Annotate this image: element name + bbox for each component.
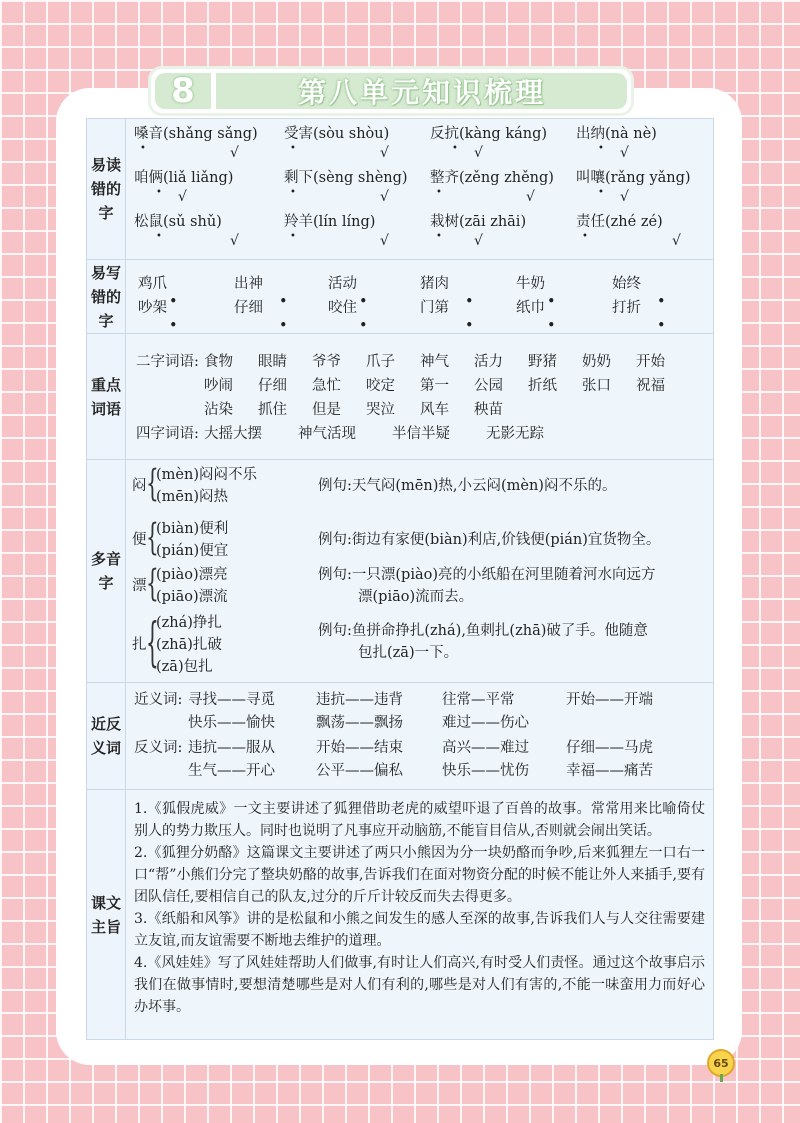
dot-mark: • — [436, 231, 442, 242]
keyword: 开始 — [636, 354, 665, 370]
label-spacer — [136, 398, 204, 422]
poly-reading: (biàn)便利 — [156, 521, 229, 537]
dot-mark: • — [140, 143, 146, 154]
keyword-row — [136, 350, 705, 374]
poly-reading: (piào)漂亮 — [156, 567, 228, 583]
word-pair: 幸福——痛苦 — [566, 763, 653, 779]
dot-mark: • — [452, 143, 458, 154]
dot-mark: • — [169, 294, 178, 310]
poly-char: 闷 — [132, 478, 147, 494]
word-pair: 公平——偏私 — [316, 763, 403, 779]
keyword: 眼睛 — [258, 354, 287, 370]
page-number-stem — [720, 1074, 723, 1082]
keyword: 哭泣 — [366, 402, 395, 418]
check-mark: √ — [230, 145, 239, 161]
word-pair: 难过——伤心 — [442, 715, 529, 731]
unit-number: 8 — [171, 71, 195, 111]
writing-word: 牛奶 — [516, 276, 545, 292]
poly-section — [126, 460, 714, 683]
pron-word: 剩下(sèng shèng) — [284, 170, 408, 186]
pron-item — [284, 167, 430, 211]
label-spacer — [136, 374, 204, 398]
word-pair: 生气——开心 — [188, 763, 275, 779]
pron-item — [134, 167, 284, 211]
dot-mark: • — [279, 318, 288, 334]
dot-mark: • — [547, 318, 556, 334]
writing-word: 咬住 — [328, 300, 357, 316]
dot-mark: • — [290, 187, 296, 198]
check-mark: √ — [620, 189, 629, 205]
keyword: 秧苗 — [474, 402, 503, 418]
pron-word: 责任(zhé zé) — [576, 214, 663, 230]
brace-mark: { — [146, 610, 159, 674]
pron-item — [134, 123, 284, 167]
writing-cell — [234, 296, 328, 334]
keywords-section — [126, 334, 714, 460]
writing-cell — [138, 296, 234, 334]
keyword: 仔细 — [258, 378, 287, 394]
writing-word: 纸巾 — [516, 300, 545, 316]
syn-label: 近义词: — [134, 692, 183, 708]
poly-char: 便 — [132, 532, 147, 548]
writing-word: 打折 — [612, 300, 641, 316]
writing-cell — [328, 296, 420, 334]
poly-head: 多音 字 — [87, 460, 126, 683]
four-char-label: 四字词语: — [136, 426, 199, 442]
poly-char: 漂 — [132, 578, 147, 594]
writing-cell — [420, 296, 516, 334]
poly-example: 漂(piāo)流而去。 — [358, 589, 474, 605]
pron-word: 咱俩(liǎ liǎng) — [134, 170, 234, 186]
keyword: 咬定 — [366, 378, 395, 394]
dot-mark: • — [279, 294, 288, 310]
writing-cell — [612, 296, 692, 334]
dot-mark: • — [582, 231, 588, 242]
pron-word: 嗓音(shǎng sǎng) — [134, 126, 258, 142]
theme-paragraph: 1.《狐假虎威》一文主要讲述了狐狸借助老虎的威望吓退了百兽的故事。常常用来比喻倚仗别人的势力欺压人。同时也说明了凡事应开动脑筋,不能盲目信从,否则就会闹出笑话。 — [134, 801, 705, 839]
check-mark: √ — [474, 233, 483, 249]
check-mark: √ — [526, 189, 535, 205]
page-number: 65 — [707, 1049, 735, 1077]
keyword: 爷爷 — [312, 354, 341, 370]
dot-mark: • — [547, 294, 556, 310]
check-mark: √ — [474, 145, 483, 161]
check-mark: √ — [178, 189, 187, 205]
keyword: 神气活现 — [298, 426, 356, 442]
unit-title: 第八单元知识梳理 — [297, 76, 546, 109]
word-pair: 快乐——愉快 — [188, 715, 275, 731]
pron-item — [134, 211, 284, 255]
word-pair: 飘荡——飘扬 — [316, 715, 403, 731]
keyword: 急忙 — [312, 378, 341, 394]
check-mark: √ — [380, 145, 389, 161]
keyword-row — [136, 422, 705, 446]
writing-word: 鸡爪 — [138, 276, 167, 292]
pron-grid — [134, 123, 705, 255]
theme-paragraph: 3.《纸船和风筝》讲的是松鼠和小熊之间发生的感人至深的故事,告诉我们人与人交往需要建立友谊,而友谊需要不断地去维护的道理。 — [134, 911, 705, 949]
theme-paragraph: 2.《狐狸分奶酪》这篇课文主要讲述了两只小熊因为分一块奶酪而争吵,后来狐狸左一口右一口“帮”小熊们分完了整块奶酪的故事,告诉我们在面对物资分配的时候不能让外人来插手,要有团队信任,要相信自己的队友,过分的斤斤计较反而失去得更多。 — [134, 845, 705, 905]
dot-mark: • — [290, 231, 296, 242]
keyword: 无影无踪 — [486, 426, 544, 442]
check-mark: √ — [672, 233, 681, 249]
keyword: 但是 — [312, 402, 341, 418]
synonyms-head: 近反 义词 — [87, 683, 126, 790]
two-char-label: 二字词语: — [136, 354, 199, 370]
pron-word: 松鼠(sǔ shǔ) — [134, 214, 222, 230]
pron-section — [126, 119, 714, 260]
theme-paragraph: 4.《风娃娃》写了风娃娃帮助人们做事,有时让人们高兴,有时受人们责怪。通过这个故事启示我们在做事情时,要想清楚哪些是对人们有利的,哪些是对人们有害的,不能一味蛮用力而好心办坏事。 — [134, 955, 705, 1015]
poly-reading: (pián)便宜 — [156, 543, 229, 559]
poly-example: 例句:街边有家便(biàn)利店,价钱便(pián)宜货物全。 — [318, 532, 661, 548]
word-pair: 仔细——马虎 — [566, 740, 653, 756]
poly-list — [132, 462, 707, 680]
poly-example: 例句:鱼拼命挣扎(zhá),鱼刺扎(zhā)破了手。他随意 — [318, 623, 648, 639]
pron-item — [576, 211, 706, 255]
pron-word: 出纳(nà nè) — [576, 126, 657, 142]
writing-head: 易写 错的 字 — [87, 260, 126, 334]
keyword: 奶奶 — [582, 354, 611, 370]
pron-item — [284, 211, 430, 255]
dot-mark: • — [436, 187, 442, 198]
keyword: 神气 — [420, 354, 449, 370]
word-pair: 违抗——服从 — [188, 740, 275, 756]
word-pair: 违抗——违背 — [316, 692, 403, 708]
dot-mark: • — [465, 294, 474, 310]
dot-mark: • — [290, 143, 296, 154]
ant-label: 反义词: — [134, 740, 183, 756]
keyword: 第一 — [420, 378, 449, 394]
keyword: 食物 — [204, 354, 233, 370]
check-mark: √ — [380, 189, 389, 205]
keyword: 大摇大摆 — [204, 426, 262, 442]
poly-reading: (zhā)扎破 — [156, 637, 222, 653]
synonyms-section — [126, 683, 714, 790]
writing-word: 始终 — [612, 276, 641, 292]
word-pair: 高兴——难过 — [442, 740, 529, 756]
pron-item — [284, 123, 430, 167]
keyword: 沾染 — [204, 402, 233, 418]
pron-word: 叫嚷(rǎng yǎng) — [576, 170, 691, 186]
word-pair: 快乐——忧伤 — [442, 763, 529, 779]
pron-item — [576, 167, 706, 211]
synonyms-list — [134, 687, 705, 785]
poly-char: 扎 — [132, 637, 147, 653]
unit-banner — [148, 66, 634, 116]
word-pair: 寻找——寻觅 — [188, 692, 275, 708]
check-mark: √ — [620, 145, 629, 161]
poly-example: 例句:一只漂(piào)亮的小纸船在河里随着河水向远方 — [318, 567, 656, 583]
keyword: 野猪 — [528, 354, 557, 370]
theme-head: 课文 主旨 — [87, 790, 126, 1040]
theme-list — [134, 798, 705, 1018]
dot-mark: • — [657, 294, 666, 310]
writing-word: 猪肉 — [420, 276, 449, 292]
pron-word: 反抗(kàng káng) — [430, 126, 548, 142]
pron-head: 易读 错的 字 — [87, 119, 126, 260]
poly-reading: (zā)包扎 — [156, 659, 213, 675]
writing-word: 出神 — [234, 276, 263, 292]
keyword-row — [136, 374, 705, 398]
poly-reading: (mèn)闷闷不乐 — [156, 467, 257, 483]
dot-mark: • — [156, 187, 162, 198]
dot-mark: • — [169, 318, 178, 334]
keyword-row — [136, 398, 705, 422]
theme-section — [126, 790, 714, 1040]
keyword: 风车 — [420, 402, 449, 418]
summary-table — [86, 118, 714, 1040]
writing-grid — [134, 260, 705, 334]
keyword: 活力 — [474, 354, 503, 370]
poly-reading: (mēn)闷热 — [156, 489, 228, 505]
keyword: 抓住 — [258, 402, 287, 418]
word-pair: 开始——开端 — [566, 692, 653, 708]
poly-reading: (zhá)挣扎 — [156, 615, 222, 631]
pron-item — [430, 211, 576, 255]
keyword: 公园 — [474, 378, 503, 394]
keyword: 祝福 — [636, 378, 665, 394]
keywords-head: 重点 词语 — [87, 334, 126, 460]
pron-item — [576, 123, 706, 167]
keyword: 折纸 — [528, 378, 557, 394]
writing-section — [126, 260, 714, 334]
keyword: 爪子 — [366, 354, 395, 370]
keywords-list — [136, 350, 705, 446]
poly-reading: (piāo)漂流 — [156, 589, 228, 605]
writing-cell — [516, 296, 612, 334]
check-mark: √ — [380, 233, 389, 249]
keyword: 张口 — [582, 378, 611, 394]
brace-mark: { — [146, 461, 159, 505]
writing-word: 吵架 — [138, 300, 167, 316]
word-pair: 开始——结束 — [316, 740, 403, 756]
pron-word: 羚羊(lín líng) — [284, 214, 376, 230]
dot-mark: • — [465, 318, 474, 334]
brace-mark: { — [146, 515, 159, 559]
pron-item — [430, 167, 576, 211]
check-mark: √ — [230, 233, 239, 249]
pron-word: 受害(sòu shòu) — [284, 126, 390, 142]
poly-example: 包扎(zā)一下。 — [358, 645, 459, 661]
pron-word: 栽树(zāi zhāi) — [430, 214, 527, 230]
writing-word: 门第 — [420, 300, 449, 316]
brace-mark: { — [146, 561, 159, 605]
keyword: 半信半疑 — [392, 426, 450, 442]
writing-word: 仔细 — [234, 300, 263, 316]
keyword: 吵闹 — [204, 378, 233, 394]
dot-mark: • — [598, 187, 604, 198]
writing-word: 活动 — [328, 276, 357, 292]
dot-mark: • — [359, 294, 368, 310]
dot-mark: • — [156, 231, 162, 242]
dot-mark: • — [359, 318, 368, 334]
dot-mark: • — [657, 318, 666, 334]
poly-example: 例句:天气闷(mēn)热,小云闷(mèn)闷不乐的。 — [318, 478, 617, 494]
pron-word: 整齐(zěng zhěng) — [430, 170, 554, 186]
word-pair: 往常—平常 — [442, 692, 515, 708]
dot-mark: • — [598, 143, 604, 154]
pron-item — [430, 123, 576, 167]
